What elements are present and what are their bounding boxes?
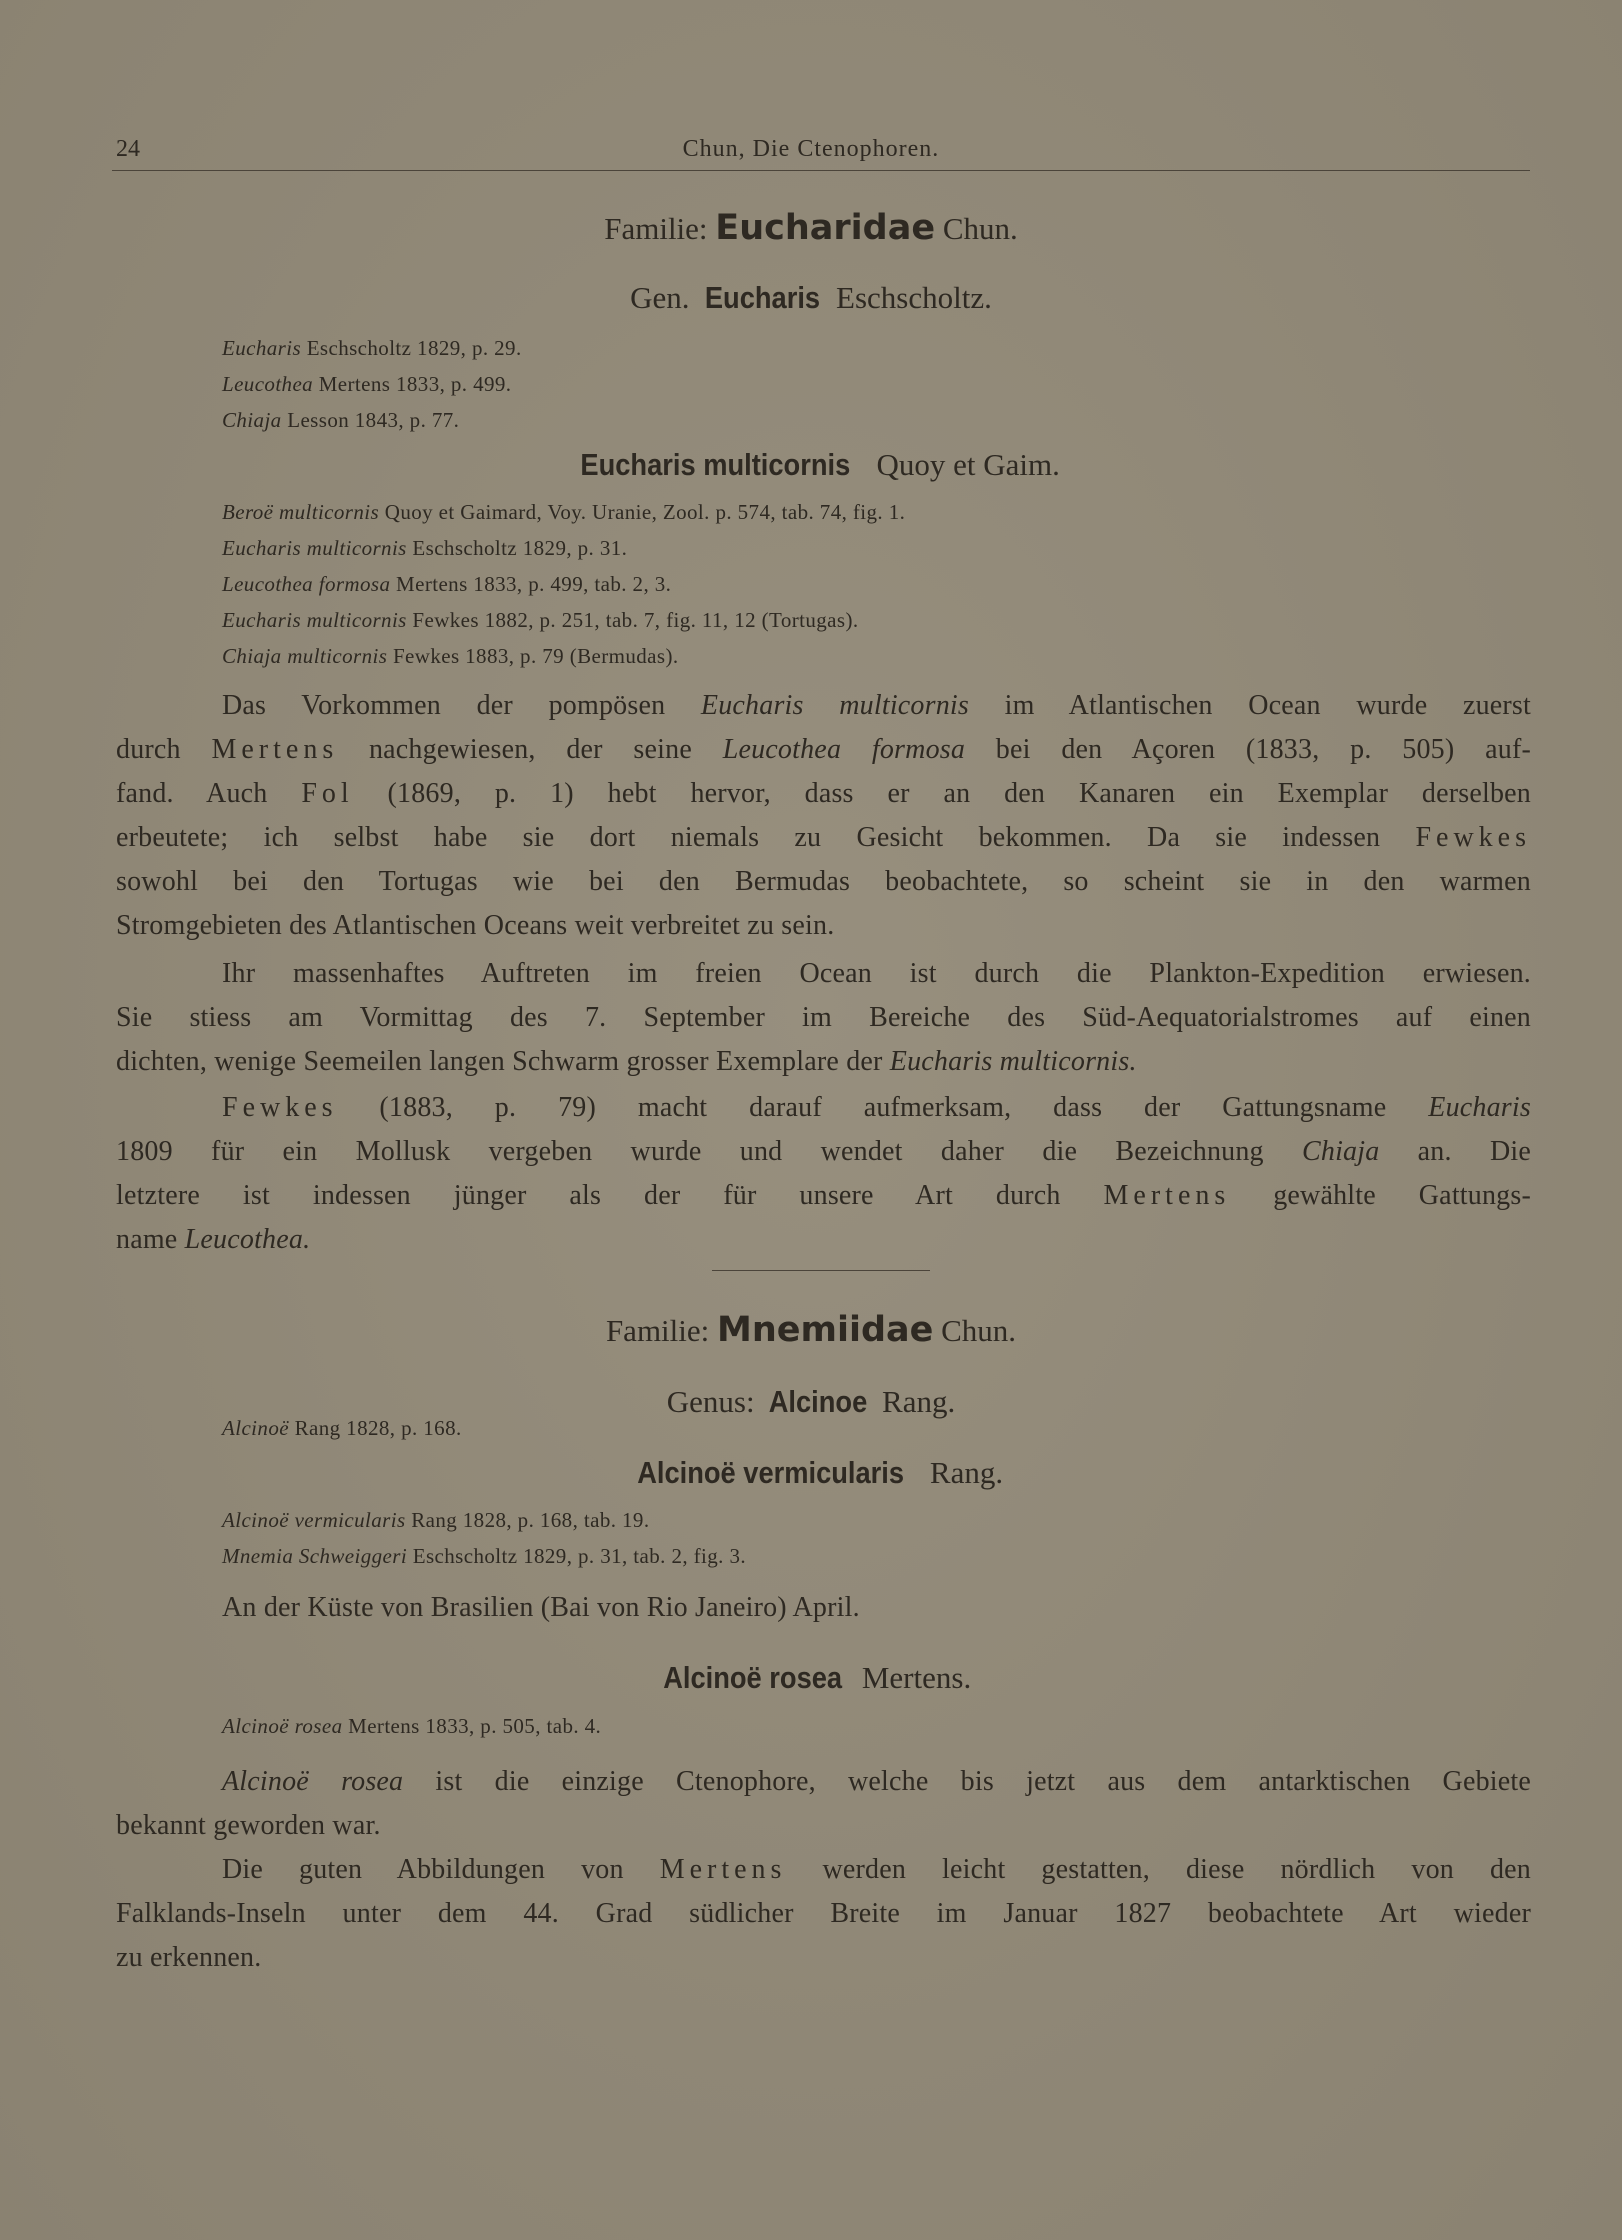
species-author: Quoy et Gaim. bbox=[876, 447, 1060, 482]
family-author: Chun. bbox=[941, 1313, 1017, 1348]
paragraph-line: Alcinoë rosea ist die einzige Ctenophore, welche bis jetzt aus dem antarktischen Gebiete bbox=[222, 1766, 1531, 1797]
paragraph-line: Falklands-Inseln unter dem 44. Grad südlicher Breite im Januar 1827 beobachtete Art wieder bbox=[116, 1898, 1531, 1929]
paragraph-line: durch Mertens nachgewiesen, der seine Leucothea formosa bei den Açoren (1833, p. 505) auf- bbox=[116, 734, 1531, 765]
paragraph-line: dichten, wenige Seemeilen langen Schwarm grosser Exemplare der Eucharis multicornis. bbox=[116, 1046, 1137, 1077]
synonym-line: Eucharis Eschscholtz 1829, p. 29. bbox=[222, 336, 522, 360]
synonym-line: Mnemia Schweiggeri Eschscholtz 1829, p. 31, tab. 2, fig. 3. bbox=[222, 1544, 747, 1568]
species-author: Mertens. bbox=[861, 1660, 972, 1695]
synonym-line: Chiaja multicornis Fewkes 1883, p. 79 (Bermudas). bbox=[222, 644, 679, 668]
paragraph-line: bekannt geworden war. bbox=[116, 1810, 381, 1841]
species-heading-eucharis-multicornis bbox=[0, 447, 1622, 483]
paragraph-line: Stromgebieten des Atlantischen Oceans weit verbreitet zu sein. bbox=[116, 910, 835, 941]
paragraph-line: Ihr massenhaftes Auftreten im freien Ocean ist durch die Plankton-Expedition erwiesen. bbox=[222, 958, 1531, 989]
family-heading-mnemiidae bbox=[0, 1310, 1622, 1350]
synonym-line: Leucothea Mertens 1833, p. 499. bbox=[222, 372, 512, 396]
species-name: Alcinoë vermicularis bbox=[637, 1455, 904, 1490]
genus-heading-eucharis bbox=[0, 280, 1622, 316]
synonym-line: Chiaja Lesson 1843, p. 77. bbox=[222, 408, 460, 432]
paragraph-line: Das Vorkommen der pompösen Eucharis multicornis im Atlantischen Ocean wurde zuerst bbox=[222, 690, 1531, 721]
genus-name: Eucharis bbox=[705, 280, 821, 315]
species-name: Alcinoë rosea bbox=[662, 1660, 842, 1695]
species-heading-alcinoe-vermicularis bbox=[0, 1455, 1622, 1491]
paragraph-line: fand. Auch Fol (1869, p. 1) hebt hervor, dass er an den Kanaren ein Exemplar derselben bbox=[116, 778, 1531, 809]
genus-prefix: Genus: bbox=[666, 1384, 755, 1419]
paragraph-line: name Leucothea. bbox=[116, 1224, 311, 1255]
genus-author: Rang. bbox=[882, 1384, 956, 1419]
synonym-line: Eucharis multicornis Eschscholtz 1829, p. 31. bbox=[222, 536, 628, 560]
paragraph-line: 1809 für ein Mollusk vergeben wurde und wendet daher die Bezeichnung Chiaja an. Die bbox=[116, 1136, 1531, 1167]
family-name: Mnemiidae bbox=[717, 1310, 934, 1350]
species-name: Eucharis multicornis bbox=[580, 447, 851, 482]
synonym-line: Alcinoë Rang 1828, p. 168. bbox=[222, 1416, 462, 1440]
family-prefix: Familie: bbox=[605, 1313, 710, 1348]
synonym-line: Alcinoë vermicularis Rang 1828, p. 168, tab. 19. bbox=[222, 1508, 650, 1532]
paragraph-line: Fewkes (1883, p. 79) macht darauf aufmerksam, dass der Gattungsname Eucharis bbox=[222, 1092, 1531, 1123]
genus-prefix: Gen. bbox=[630, 280, 690, 315]
paragraph-line: An der Küste von Brasilien (Bai von Rio Janeiro) April. bbox=[222, 1592, 860, 1623]
header-rule bbox=[112, 170, 1530, 171]
paragraph-line: Sie stiess am Vormittag des 7. September im Bereiche des Süd-Aequatorialstromes auf einen bbox=[116, 1002, 1531, 1033]
paragraph-line: Die guten Abbildungen von Mertens werden leicht gestatten, diese nördlich von den bbox=[222, 1854, 1532, 1885]
synonym-line: Eucharis multicornis Fewkes 1882, p. 251, tab. 7, fig. 11, 12 (Tortugas). bbox=[222, 608, 859, 632]
page-number: 24 bbox=[116, 136, 140, 162]
paragraph-line: zu erkennen. bbox=[116, 1942, 262, 1973]
family-prefix: Familie: bbox=[604, 211, 708, 246]
species-heading-alcinoe-rosea bbox=[0, 1660, 1622, 1696]
genus-author: Eschscholtz. bbox=[836, 280, 992, 315]
running-title: Chun, Die Ctenophoren. bbox=[682, 136, 940, 162]
family-name: Eucharidae bbox=[715, 208, 936, 248]
paragraph-line: erbeutete; ich selbst habe sie dort niemals zu Gesicht bekommen. Da sie indessen Fewkes bbox=[116, 822, 1531, 853]
synonym-line: Beroë multicornis Quoy et Gaimard, Voy. Uranie, Zool. p. 574, tab. 74, fig. 1. bbox=[222, 500, 906, 524]
genus-name: Alcinoe bbox=[769, 1384, 868, 1419]
paragraph-line: letztere ist indessen jünger als der für unsere Art durch Mertens gewählte Gattungs- bbox=[116, 1180, 1531, 1211]
family-heading-eucharidae bbox=[0, 208, 1622, 248]
synonym-line: Alcinoë rosea Mertens 1833, p. 505, tab. 4. bbox=[222, 1714, 602, 1738]
family-author: Chun. bbox=[942, 211, 1018, 246]
synonym-line: Leucothea formosa Mertens 1833, p. 499, tab. 2, 3. bbox=[222, 572, 672, 596]
section-divider bbox=[712, 1270, 930, 1271]
paragraph-line: sowohl bei den Tortugas wie bei den Bermudas beobachtete, so scheint sie in den warmen bbox=[116, 866, 1531, 897]
species-author: Rang. bbox=[929, 1455, 1004, 1490]
genus-heading-alcinoe bbox=[0, 1384, 1622, 1420]
